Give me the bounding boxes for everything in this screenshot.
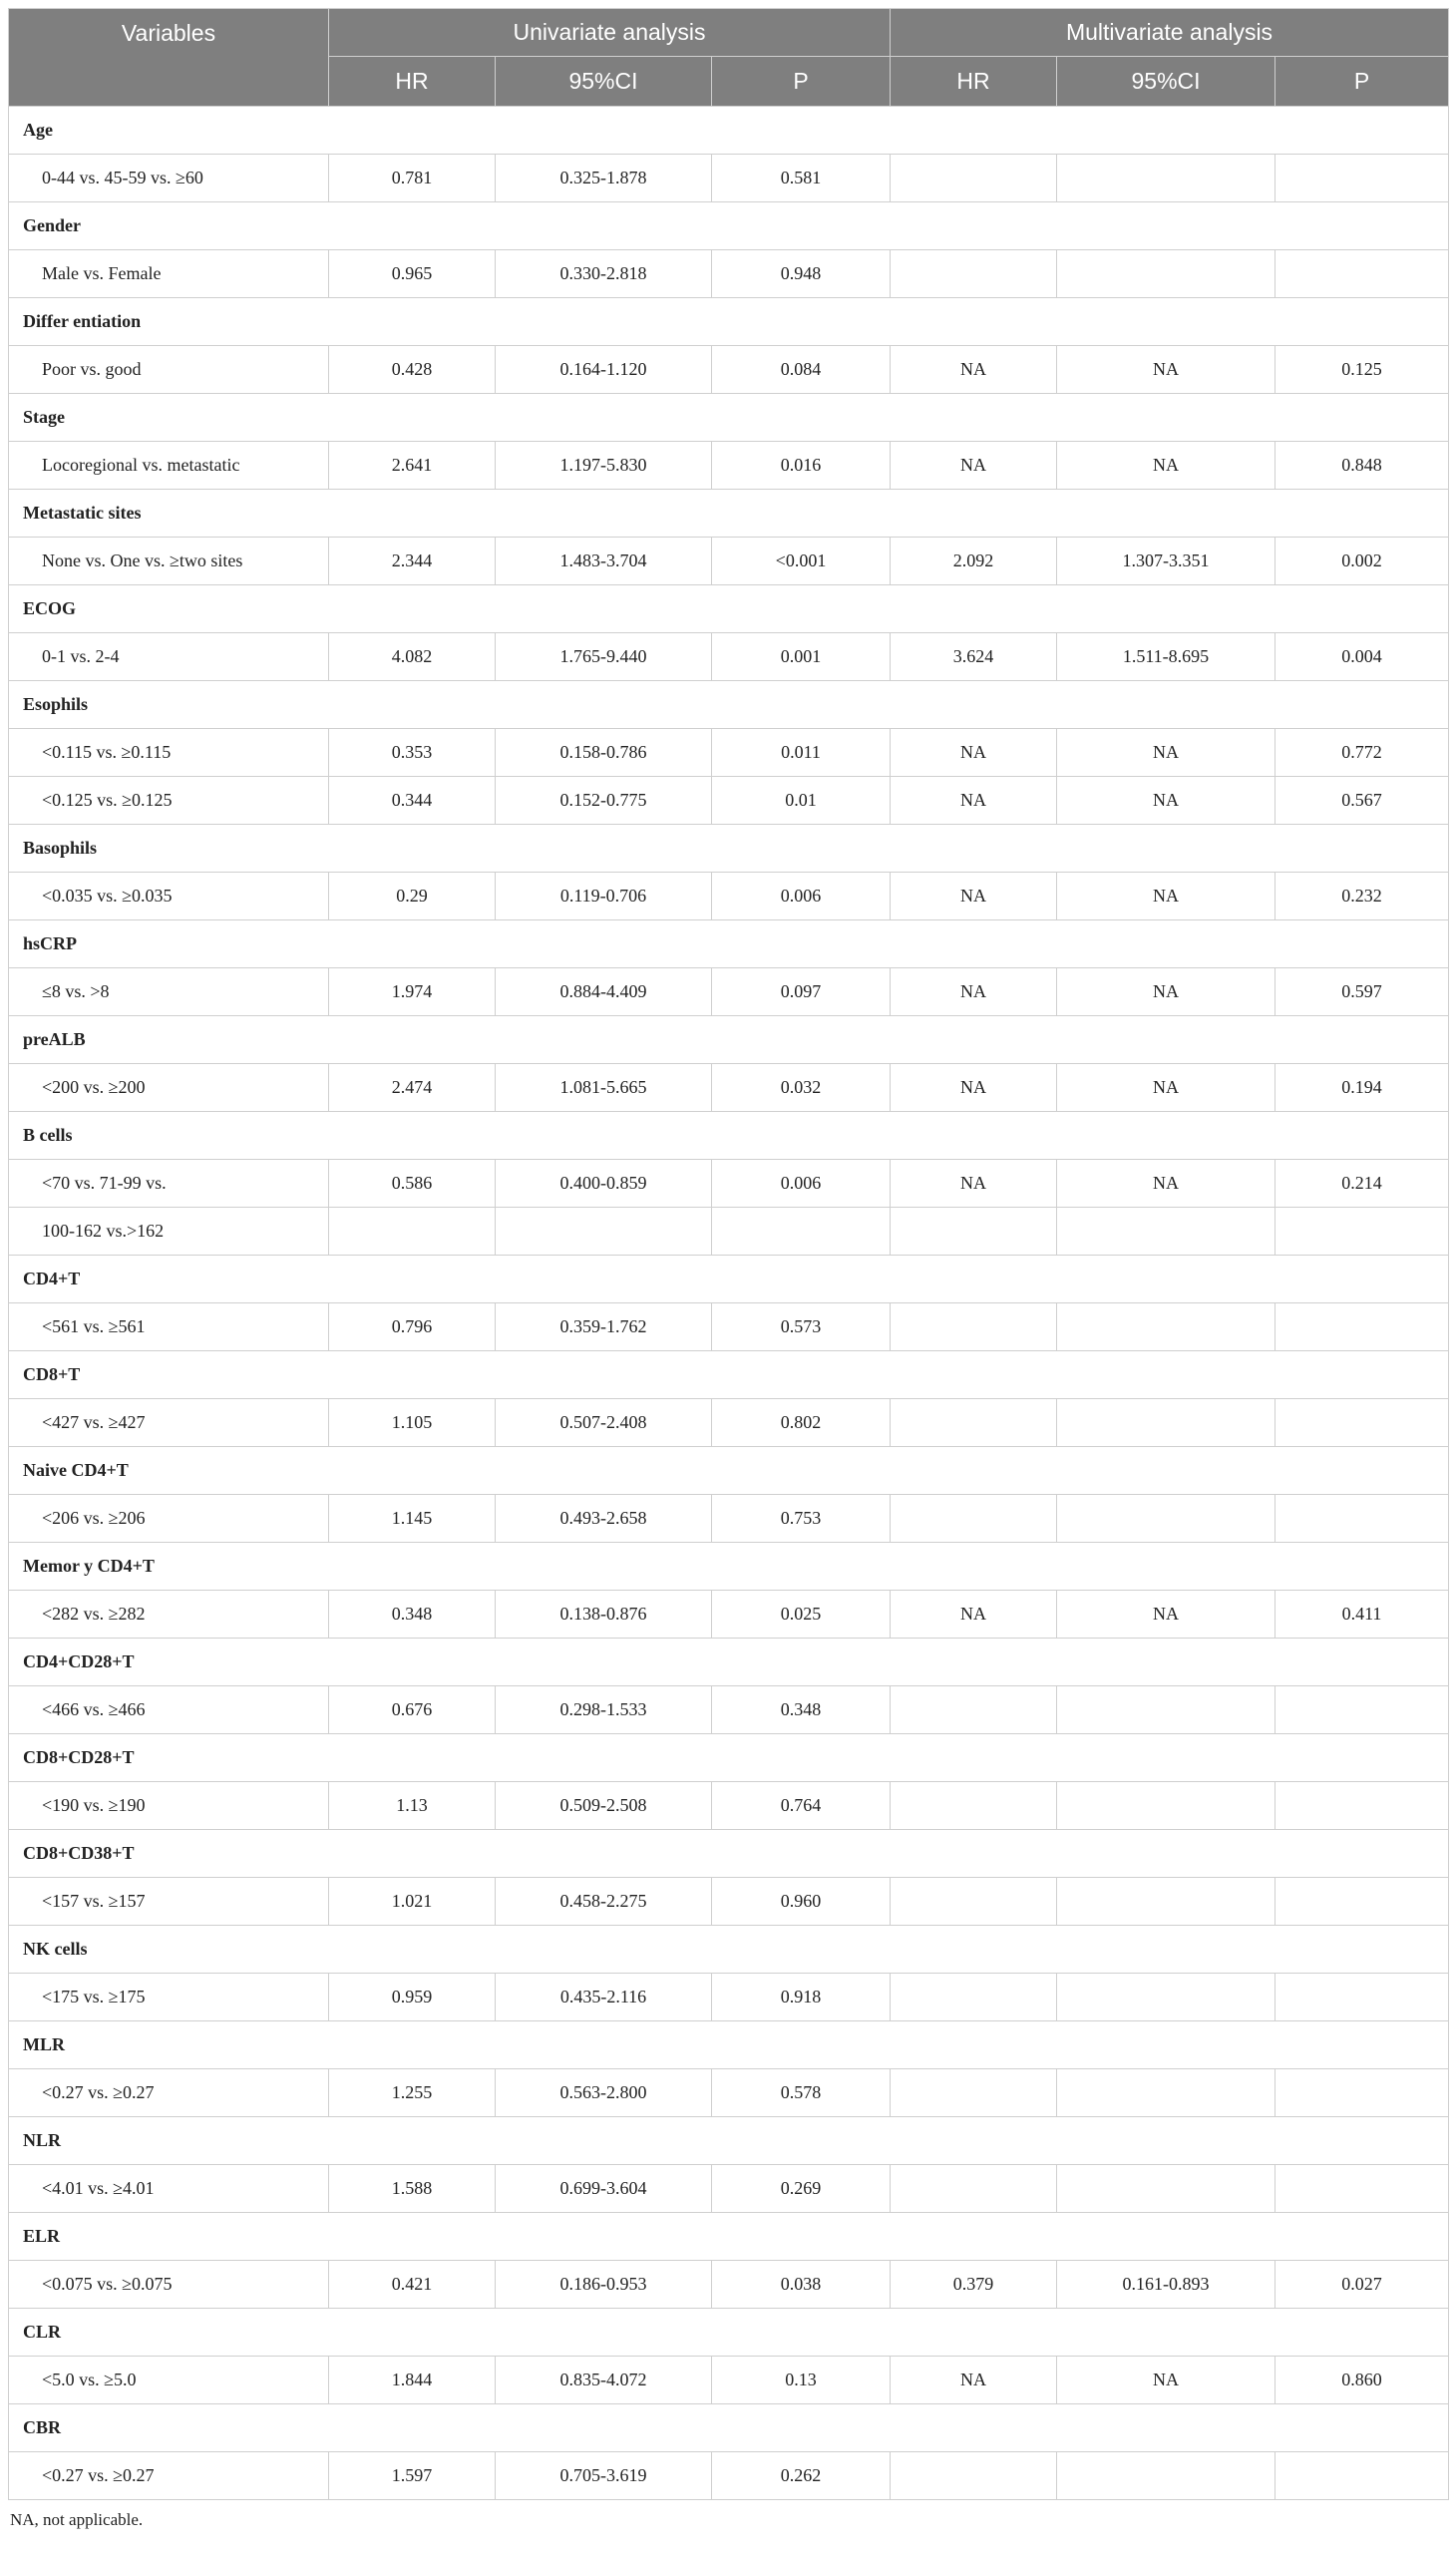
cell-mhr: NA: [891, 346, 1057, 394]
cell-hr: 1.844: [329, 2357, 496, 2404]
cell-mci: NA: [1057, 777, 1275, 825]
table-row: [9, 633, 1449, 681]
cell-p: 0.753: [712, 1495, 891, 1543]
cell-mhr: [891, 155, 1057, 202]
cell-hr: 0.965: [329, 250, 496, 298]
cell-hr: 4.082: [329, 633, 496, 681]
cell-mci: 1.307-3.351: [1057, 538, 1275, 585]
cell-mhr: [891, 1208, 1057, 1256]
table-body: [9, 107, 1449, 2500]
table-row: [9, 1160, 1449, 1208]
cell-mp: 0.027: [1275, 2261, 1449, 2309]
cell-p: 0.001: [712, 633, 891, 681]
cell-mp: [1275, 2069, 1449, 2117]
cell-ci: 0.400-0.859: [496, 1160, 712, 1208]
row-label: <561 vs. ≥561: [9, 1303, 329, 1351]
section-row: [9, 585, 1449, 633]
row-label: 100-162 vs.>162: [9, 1208, 329, 1256]
cell-mp: [1275, 2165, 1449, 2213]
header-variables: Variables: [9, 9, 329, 107]
section-row: [9, 2213, 1449, 2261]
cell-mci: NA: [1057, 968, 1275, 1016]
cell-mp: [1275, 250, 1449, 298]
cell-mci: NA: [1057, 1160, 1275, 1208]
table-row: [9, 1208, 1449, 1256]
header-uni-p: P: [712, 57, 891, 107]
cell-mhr: NA: [891, 777, 1057, 825]
cell-mp: 0.860: [1275, 2357, 1449, 2404]
table-row: [9, 346, 1449, 394]
cell-hr: 1.588: [329, 2165, 496, 2213]
row-label: Poor vs. good: [9, 346, 329, 394]
cell-hr: 1.105: [329, 1399, 496, 1447]
cell-mci: NA: [1057, 1591, 1275, 1639]
cell-mp: [1275, 1399, 1449, 1447]
table-row: [9, 777, 1449, 825]
cell-hr: 1.021: [329, 1878, 496, 1926]
cell-mhr: [891, 1399, 1057, 1447]
cell-p: 0.13: [712, 2357, 891, 2404]
cell-mhr: NA: [891, 1064, 1057, 1112]
table-row: [9, 155, 1449, 202]
cell-mhr: 0.379: [891, 2261, 1057, 2309]
cell-mci: [1057, 2165, 1275, 2213]
section-row: [9, 1734, 1449, 1782]
section-row: [9, 1112, 1449, 1160]
table-row: [9, 1878, 1449, 1926]
table-row: [9, 1495, 1449, 1543]
cell-mp: [1275, 1878, 1449, 1926]
section-title: CD8+CD28+T: [9, 1734, 1449, 1782]
table-row: [9, 1591, 1449, 1639]
section-row: [9, 1351, 1449, 1399]
table-row: [9, 2452, 1449, 2500]
cell-p: 0.581: [712, 155, 891, 202]
row-label: 0-1 vs. 2-4: [9, 633, 329, 681]
table-row: [9, 1686, 1449, 1734]
cell-p: 0.348: [712, 1686, 891, 1734]
row-label: <157 vs. ≥157: [9, 1878, 329, 1926]
cell-hr: 1.13: [329, 1782, 496, 1830]
cell-p: 0.960: [712, 1878, 891, 1926]
cell-mp: 0.214: [1275, 1160, 1449, 1208]
section-row: [9, 920, 1449, 968]
section-title: Basophils: [9, 825, 1449, 873]
cell-ci: 0.152-0.775: [496, 777, 712, 825]
cell-mhr: [891, 250, 1057, 298]
cell-p: 0.097: [712, 968, 891, 1016]
cell-ci: 0.705-3.619: [496, 2452, 712, 2500]
header-multivariate: Multivariate analysis: [891, 9, 1449, 57]
section-row: [9, 2117, 1449, 2165]
cell-hr: 0.353: [329, 729, 496, 777]
cell-mci: [1057, 1878, 1275, 1926]
cell-hr: 0.586: [329, 1160, 496, 1208]
cell-ci: 0.330-2.818: [496, 250, 712, 298]
section-title: Age: [9, 107, 1449, 155]
cell-mhr: NA: [891, 442, 1057, 490]
cell-ci: 1.483-3.704: [496, 538, 712, 585]
cell-p: 0.01: [712, 777, 891, 825]
cell-ci: 0.699-3.604: [496, 2165, 712, 2213]
cell-p: 0.948: [712, 250, 891, 298]
cell-mp: 0.194: [1275, 1064, 1449, 1112]
row-label: <190 vs. ≥190: [9, 1782, 329, 1830]
cell-hr: 1.597: [329, 2452, 496, 2500]
section-title: CD8+CD38+T: [9, 1830, 1449, 1878]
cell-mp: 0.004: [1275, 633, 1449, 681]
cell-hr: 2.344: [329, 538, 496, 585]
row-label: <70 vs. 71-99 vs.: [9, 1160, 329, 1208]
section-row: [9, 202, 1449, 250]
table-row: [9, 1303, 1449, 1351]
row-label: Locoregional vs. metastatic: [9, 442, 329, 490]
section-row: [9, 2021, 1449, 2069]
row-label: <0.27 vs. ≥0.27: [9, 2452, 329, 2500]
cell-p: 0.262: [712, 2452, 891, 2500]
header-univariate: Univariate analysis: [329, 9, 891, 57]
cell-ci: 0.458-2.275: [496, 1878, 712, 1926]
cell-ci: 0.359-1.762: [496, 1303, 712, 1351]
cell-mci: NA: [1057, 729, 1275, 777]
cell-mci: NA: [1057, 2357, 1275, 2404]
cell-hr: 0.421: [329, 2261, 496, 2309]
cell-mci: [1057, 250, 1275, 298]
table-row: [9, 2069, 1449, 2117]
cell-mhr: NA: [891, 873, 1057, 920]
section-title: Gender: [9, 202, 1449, 250]
table-row: [9, 538, 1449, 585]
cell-p: 0.025: [712, 1591, 891, 1639]
cell-mci: [1057, 1399, 1275, 1447]
cell-mci: [1057, 155, 1275, 202]
cell-mhr: 3.624: [891, 633, 1057, 681]
cell-mp: [1275, 1782, 1449, 1830]
section-row: [9, 2309, 1449, 2357]
header-multi-hr: HR: [891, 57, 1057, 107]
cell-mhr: [891, 2452, 1057, 2500]
cell-mci: [1057, 1686, 1275, 1734]
cell-mp: 0.567: [1275, 777, 1449, 825]
table-row: [9, 873, 1449, 920]
cell-mhr: NA: [891, 2357, 1057, 2404]
row-label: <5.0 vs. ≥5.0: [9, 2357, 329, 2404]
cell-p: 0.038: [712, 2261, 891, 2309]
section-title: CD4+CD28+T: [9, 1639, 1449, 1686]
cell-mhr: NA: [891, 729, 1057, 777]
section-title: CBR: [9, 2404, 1449, 2452]
section-row: [9, 1926, 1449, 1974]
section-title: MLR: [9, 2021, 1449, 2069]
cell-hr: 1.145: [329, 1495, 496, 1543]
table-row: [9, 968, 1449, 1016]
table-row: [9, 729, 1449, 777]
cell-mci: [1057, 1495, 1275, 1543]
row-label: <4.01 vs. ≥4.01: [9, 2165, 329, 2213]
cell-mp: [1275, 2452, 1449, 2500]
cell-p: 0.032: [712, 1064, 891, 1112]
section-row: [9, 107, 1449, 155]
cell-ci: 0.563-2.800: [496, 2069, 712, 2117]
section-row: [9, 1830, 1449, 1878]
section-title: NK cells: [9, 1926, 1449, 1974]
row-label: None vs. One vs. ≥two sites: [9, 538, 329, 585]
cell-p: 0.011: [712, 729, 891, 777]
cell-p: <0.001: [712, 538, 891, 585]
footnote: NA, not applicable.: [10, 2510, 144, 2529]
cell-hr: 0.348: [329, 1591, 496, 1639]
cell-mp: 0.232: [1275, 873, 1449, 920]
section-title: NLR: [9, 2117, 1449, 2165]
table-row: [9, 1064, 1449, 1112]
cell-hr: 2.641: [329, 442, 496, 490]
cell-ci: 1.081-5.665: [496, 1064, 712, 1112]
section-row: [9, 681, 1449, 729]
document: [8, 8, 1448, 2530]
header-multi-p: P: [1275, 57, 1449, 107]
cell-p: 0.918: [712, 1974, 891, 2021]
cell-ci: 0.884-4.409: [496, 968, 712, 1016]
cell-mp: [1275, 155, 1449, 202]
section-row: [9, 1016, 1449, 1064]
cell-hr: 1.974: [329, 968, 496, 1016]
cell-mp: 0.848: [1275, 442, 1449, 490]
row-label: <206 vs. ≥206: [9, 1495, 329, 1543]
cell-ci: 0.158-0.786: [496, 729, 712, 777]
section-title: preALB: [9, 1016, 1449, 1064]
cell-ci: 0.119-0.706: [496, 873, 712, 920]
row-label: <282 vs. ≥282: [9, 1591, 329, 1639]
row-label: <466 vs. ≥466: [9, 1686, 329, 1734]
cell-p: 0.573: [712, 1303, 891, 1351]
cell-p: 0.006: [712, 1160, 891, 1208]
cell-mp: [1275, 1208, 1449, 1256]
header-uni-ci: 95%CI: [496, 57, 712, 107]
cell-mp: 0.772: [1275, 729, 1449, 777]
cell-mp: [1275, 1303, 1449, 1351]
cell-mhr: NA: [891, 1160, 1057, 1208]
section-title: Differ entiation: [9, 298, 1449, 346]
cell-mhr: [891, 1686, 1057, 1734]
row-label: 0-44 vs. 45-59 vs. ≥60: [9, 155, 329, 202]
cell-mp: [1275, 1974, 1449, 2021]
cell-p: 0.578: [712, 2069, 891, 2117]
cell-mci: [1057, 2069, 1275, 2117]
cell-p: 0.269: [712, 2165, 891, 2213]
cell-ci: 0.435-2.116: [496, 1974, 712, 2021]
cell-mhr: NA: [891, 968, 1057, 1016]
row-label: Male vs. Female: [9, 250, 329, 298]
cell-mp: [1275, 1686, 1449, 1734]
cell-mhr: [891, 2069, 1057, 2117]
section-row: [9, 298, 1449, 346]
cell-mci: [1057, 1974, 1275, 2021]
cell-p: 0.006: [712, 873, 891, 920]
cell-mhr: [891, 2165, 1057, 2213]
section-title: B cells: [9, 1112, 1449, 1160]
section-title: Naive CD4+T: [9, 1447, 1449, 1495]
table-row: [9, 1399, 1449, 1447]
section-title: Memor y CD4+T: [9, 1543, 1449, 1591]
section-title: ECOG: [9, 585, 1449, 633]
table-row: [9, 1974, 1449, 2021]
cell-ci: 0.164-1.120: [496, 346, 712, 394]
cell-ci: 0.138-0.876: [496, 1591, 712, 1639]
results-table: [8, 8, 1449, 2500]
cell-mci: NA: [1057, 346, 1275, 394]
cell-p: 0.802: [712, 1399, 891, 1447]
row-label: ≤8 vs. >8: [9, 968, 329, 1016]
cell-hr: 0.959: [329, 1974, 496, 2021]
cell-hr: 0.781: [329, 155, 496, 202]
cell-mp: [1275, 1495, 1449, 1543]
row-label: <0.035 vs. ≥0.035: [9, 873, 329, 920]
cell-ci: 1.765-9.440: [496, 633, 712, 681]
cell-mci: NA: [1057, 873, 1275, 920]
cell-p: 0.016: [712, 442, 891, 490]
cell-mp: 0.411: [1275, 1591, 1449, 1639]
section-row: [9, 1639, 1449, 1686]
cell-p: [712, 1208, 891, 1256]
section-row: [9, 490, 1449, 538]
header-uni-hr: HR: [329, 57, 496, 107]
row-label: <200 vs. ≥200: [9, 1064, 329, 1112]
cell-hr: 0.796: [329, 1303, 496, 1351]
cell-mci: [1057, 1303, 1275, 1351]
cell-mp: 0.002: [1275, 538, 1449, 585]
row-label: <0.125 vs. ≥0.125: [9, 777, 329, 825]
cell-ci: 0.325-1.878: [496, 155, 712, 202]
table-row: [9, 1782, 1449, 1830]
cell-ci: [496, 1208, 712, 1256]
cell-ci: 0.507-2.408: [496, 1399, 712, 1447]
cell-mp: 0.597: [1275, 968, 1449, 1016]
cell-hr: 0.29: [329, 873, 496, 920]
cell-mhr: [891, 1495, 1057, 1543]
cell-p: 0.764: [712, 1782, 891, 1830]
section-title: hsCRP: [9, 920, 1449, 968]
cell-ci: 0.493-2.658: [496, 1495, 712, 1543]
cell-p: 0.084: [712, 346, 891, 394]
cell-mhr: [891, 1974, 1057, 2021]
row-label: <175 vs. ≥175: [9, 1974, 329, 2021]
row-label: <427 vs. ≥427: [9, 1399, 329, 1447]
cell-mp: 0.125: [1275, 346, 1449, 394]
section-row: [9, 2404, 1449, 2452]
section-title: CLR: [9, 2309, 1449, 2357]
cell-ci: 0.835-4.072: [496, 2357, 712, 2404]
cell-ci: 0.298-1.533: [496, 1686, 712, 1734]
section-title: Stage: [9, 394, 1449, 442]
table-row: [9, 2261, 1449, 2309]
cell-mhr: [891, 1782, 1057, 1830]
table-row: [9, 2165, 1449, 2213]
cell-mhr: [891, 1878, 1057, 1926]
cell-mci: [1057, 2452, 1275, 2500]
section-row: [9, 1256, 1449, 1303]
section-row: [9, 394, 1449, 442]
cell-mci: 0.161-0.893: [1057, 2261, 1275, 2309]
cell-hr: 0.344: [329, 777, 496, 825]
cell-ci: 0.186-0.953: [496, 2261, 712, 2309]
section-title: Metastatic sites: [9, 490, 1449, 538]
section-row: [9, 1543, 1449, 1591]
section-title: CD4+T: [9, 1256, 1449, 1303]
section-title: Esophils: [9, 681, 1449, 729]
cell-hr: 1.255: [329, 2069, 496, 2117]
section-title: CD8+T: [9, 1351, 1449, 1399]
cell-mci: NA: [1057, 1064, 1275, 1112]
cell-ci: 0.509-2.508: [496, 1782, 712, 1830]
cell-mci: NA: [1057, 442, 1275, 490]
cell-mhr: NA: [891, 1591, 1057, 1639]
cell-ci: 1.197-5.830: [496, 442, 712, 490]
cell-mhr: 2.092: [891, 538, 1057, 585]
row-label: <0.075 vs. ≥0.075: [9, 2261, 329, 2309]
cell-mhr: [891, 1303, 1057, 1351]
cell-mci: [1057, 1208, 1275, 1256]
row-label: <0.115 vs. ≥0.115: [9, 729, 329, 777]
section-row: [9, 825, 1449, 873]
cell-mci: 1.511-8.695: [1057, 633, 1275, 681]
table-row: [9, 442, 1449, 490]
cell-hr: 2.474: [329, 1064, 496, 1112]
cell-hr: 0.676: [329, 1686, 496, 1734]
cell-hr: [329, 1208, 496, 1256]
table-row: [9, 250, 1449, 298]
cell-mci: [1057, 1782, 1275, 1830]
row-label: <0.27 vs. ≥0.27: [9, 2069, 329, 2117]
section-row: [9, 1447, 1449, 1495]
section-title: ELR: [9, 2213, 1449, 2261]
table-header: [9, 9, 1449, 107]
cell-hr: 0.428: [329, 346, 496, 394]
table-row: [9, 2357, 1449, 2404]
header-multi-ci: 95%CI: [1057, 57, 1275, 107]
